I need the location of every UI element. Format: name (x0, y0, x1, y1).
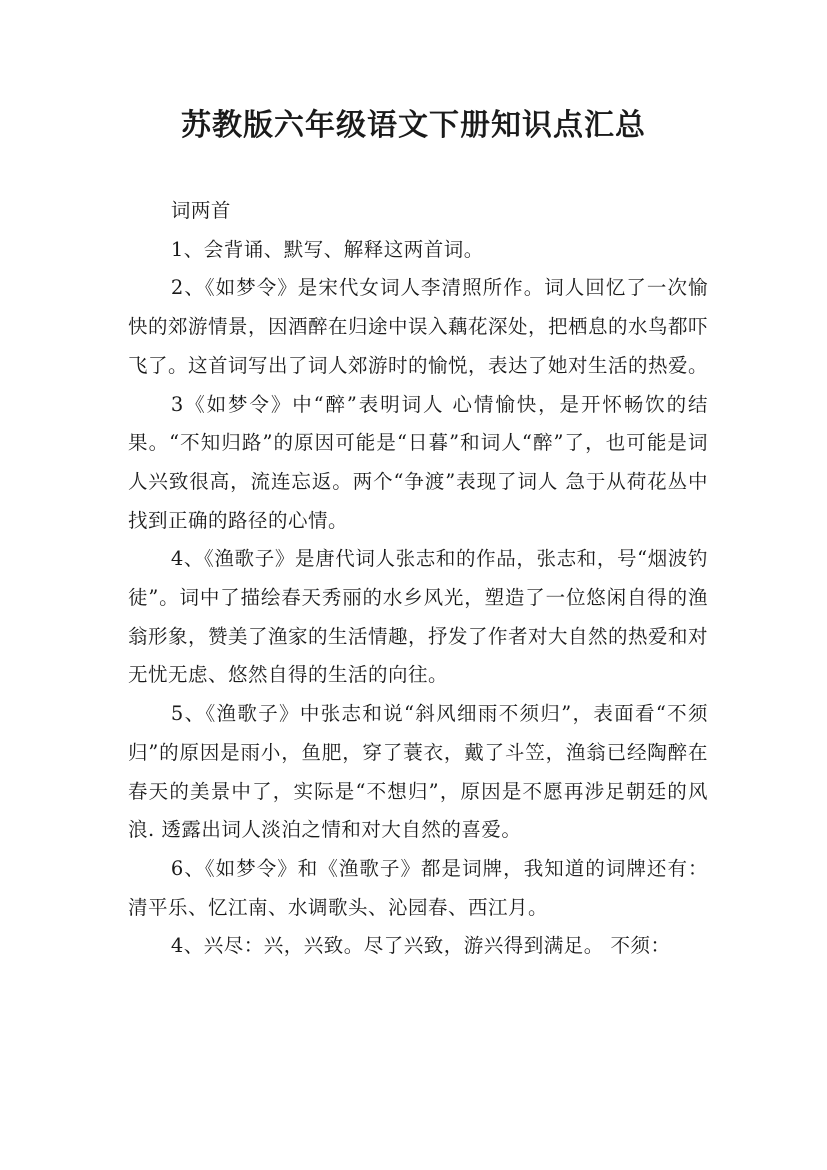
paragraph-4: 4、《渔歌子》是唐代词人张志和的作品，张志和，号“烟波钓徒”。词中了描绘春天秀丽的水乡风光，塑造了一位悠闲自得的渔翁形象，赞美了渔家的生活情趣，抒发了作者对大自然的热爱和对无忧无虑、悠然自得的生活的向往。 (128, 547, 709, 687)
document-body (128, 192, 708, 966)
paragraph-2: 2、《如梦令》是宋代女词人李清照所作。词人回忆了一次愉快的郊游情景，因酒醉在归途中误入藕花深处，把栖息的水鸟都吓飞了。这首词写出了词人郊游时的愉悦，表达了她对生活的热爱。 (128, 276, 709, 377)
paragraph-1: 1、会背诵、默写、解释这两首词。 (170, 237, 484, 261)
paragraph-5: 5、《渔歌子》中张志和说“斜风细雨不须归”，表面看“不须归”的原因是雨小，鱼肥，穿了蓑衣，戴了斗笠，渔翁已经陶醉在春天的美景中了，实际是“不想归”，原因是不愿再涉足朝廷的风浪. 透露出词人淡泊之情和对大自然的喜爱。 (128, 702, 708, 842)
document-title: 苏教版六年级语文下册知识点汇总 (181, 108, 646, 143)
paragraph-3: 3《如梦令》中“醉”表明词人 心情愉快，是开怀畅饮的结果。“不知归路”的原因可能是“日暮”和词人“醉”了，也可能是词人兴致很高，流连忘返。两个“争渡”表现了词人 急于从荷花丛中找到正确的路径的心情。 (128, 392, 708, 532)
paragraph-6: 6、《如梦令》和《渔歌子》都是词牌，我知道的词牌还有：清平乐、忆江南、水调歌头、沁园春、西江月。 (128, 856, 708, 919)
section-heading: 词两首 (170, 199, 231, 222)
paragraph-7: 4、兴尽：兴，兴致。尽了兴致，游兴得到满足。 不须： (170, 934, 671, 958)
